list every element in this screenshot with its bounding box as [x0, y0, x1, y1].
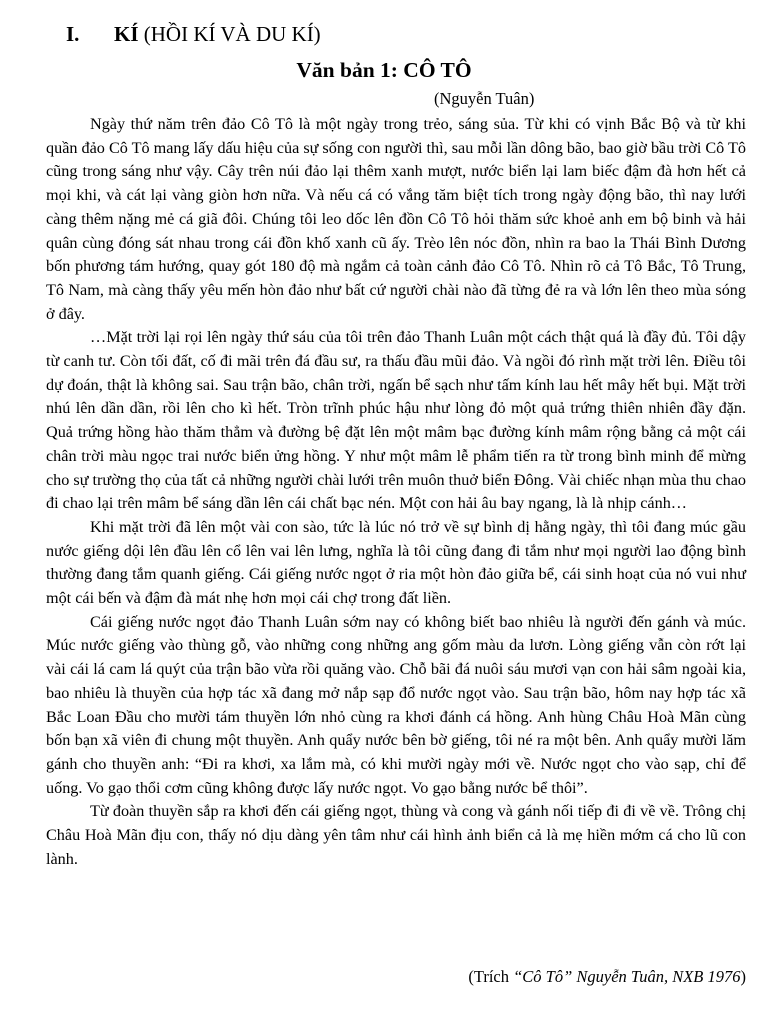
paragraph: …Mặt trời lại rọi lên ngày thứ sáu của tôi trên đảo Thanh Luân một cách thật quá là đầy đủ. Tôi dậy từ canh tư. Còn tối đất, cố đi mãi trên đá đầu sư, ra thấu đầu mũi đảo. Và ngồi đó rình mặt trời lên. Điều tôi dự đoán, thật là không sai. Sau trận bão, chân trời, ngấn bể sạch như tấm kính lau hết mây hết bụi. Mặt trời nhú lên dần dần, rồi lên cho kì hết. Tròn trĩnh phúc hậu như lòng đỏ một quả trứng thiên nhiên đầy đặn. Quả trứng hồng hào thăm thẳm và đường bệ đặt lên một mâm bạc đường kính mâm rộng bằng cả một cái chân trời màu ngọc trai nước biển ửng hồng. Y như một mâm lễ phẩm tiến ra từ trong bình minh để mừng cho sự trường thọ của tất cả những người chài lưới trên muôn thuở biển Đông. Vài chiếc nhạn mùa thu chao đi chao lại trên mâm bể sáng dần lên cái chất bạc nén. Một con hải âu bay ngang, là là nhịp cánh…	[46, 328, 746, 513]
source-citation	[468, 967, 746, 987]
paragraph: Ngày thứ năm trên đảo Cô Tô là một ngày trong trẻo, sáng sủa. Từ khi có vịnh Bắc Bộ và từ khi quần đảo Cô Tô mang lấy dấu hiệu của sự sống con người thì, sau mỗi lần dông bão, bao giờ bầu trời Cô Tô cũng trong sáng như vậy. Cây trên núi đảo lại thêm xanh mượt, nước biển lại lam biếc đậm đà hơn hết cả mọi khi, và cát lại vàng giòn hơn nữa. Và nếu cá có vắng tăm biệt tích trong ngày động bão, thì nay lưới càng thêm nặng mẻ cá giã đôi. Chúng tôi leo dốc lên đồn Cô Tô hỏi thăm sức khoẻ anh em bộ binh và hải quân cùng đóng sát nhau trong cái đồn khố xanh cũ ấy. Trèo lên nóc đồn, nhìn ra bao la Thái Bình Dương bốn phương tám hướng, quay gót 180 độ mà ngắm cả toàn cảnh đảo Cô Tô. Nhìn rõ cả Tô Bắc, Tô Trung, Tô Nam, mà càng thấy yêu mến hòn đảo như bất cứ người chài nào đã từng đẻ ra và lớn lên theo mùa sóng ở đây.	[46, 115, 746, 323]
citation-prefix: (Trích	[468, 967, 514, 986]
citation-work: “Cô Tô” Nguyễn Tuân, NXB 1976	[513, 967, 741, 986]
paragraph: Cái giếng nước ngọt đảo Thanh Luân sớm nay có không biết bao nhiêu là người đến gánh và múc. Múc nước giếng vào thùng gỗ, vào những cong những ang gốm màu da lươn. Lòng giếng vẫn còn rớt lại vài cái lá cam lá quýt của trận bão vừa rồi quăng vào. Chỗ bãi đá nuôi sáu mươi vạn con hải sâm ngoài kia, bao nhiêu là thuyền của hợp tác xã đang mở nắp sạp đổ nước ngọt vào. Sau trận bão, hôm nay hợp tác xã Bắc Loan Đầu cho mười tám thuyền lớn nhỏ cùng ra khơi đánh cá hồng. Anh hùng Châu Hoà Mãn cùng bốn bạn xã viên đi chung một thuyền. Anh quẩy nước bên bờ giếng, tôi né ra một bên. Anh quẩy mười lăm gánh cho thuyền anh: “Đi ra khơi, xa lắm mà, có khi mười ngày mới về. Nước ngọt cho vào sạp, chỉ để uống. Vo gạo thổi cơm cũng không được lấy nước ngọt. Vo gạo bằng nước bể thôi”.	[46, 612, 746, 797]
paragraph: Từ đoàn thuyền sắp ra khơi đến cái giếng ngọt, thùng và cong và gánh nối tiếp đi đi về về. Trông chị Châu Hoà Mãn địu con, thấy nó dịu dàng yên tâm như cái hình ảnh biển cả là mẹ hiền mớm cá cho lũ con lành.	[46, 802, 746, 868]
citation-suffix: )	[740, 967, 746, 986]
body-text	[46, 113, 746, 872]
text-title: Văn bản 1: CÔ TÔ	[296, 58, 472, 82]
author-name: (Nguyễn Tuân)	[434, 89, 535, 108]
section-heading	[66, 22, 321, 47]
section-number: I.	[66, 22, 80, 46]
paragraph: Khi mặt trời đã lên một vài con sào, tức là lúc nó trở về sự bình dị hằng ngày, thì tôi đang múc gầu nước giếng dội lên đầu lên cổ lên vai lên lưng, nghĩa là tôi cũng đang đi tắm như mọi người lao động bình thường đang tắm quanh giếng. Cái giếng nước ngọt ở ria một hòn đảo giữa bể, cái sinh hoạt của nó vui như một cái bến và đậm đà mát nhẹ hơn mọi cái chợ trong đất liền.	[46, 517, 746, 608]
section-subtitle: (HỒI KÍ VÀ DU KÍ)	[138, 22, 321, 46]
section-keyword: KÍ	[114, 22, 139, 46]
